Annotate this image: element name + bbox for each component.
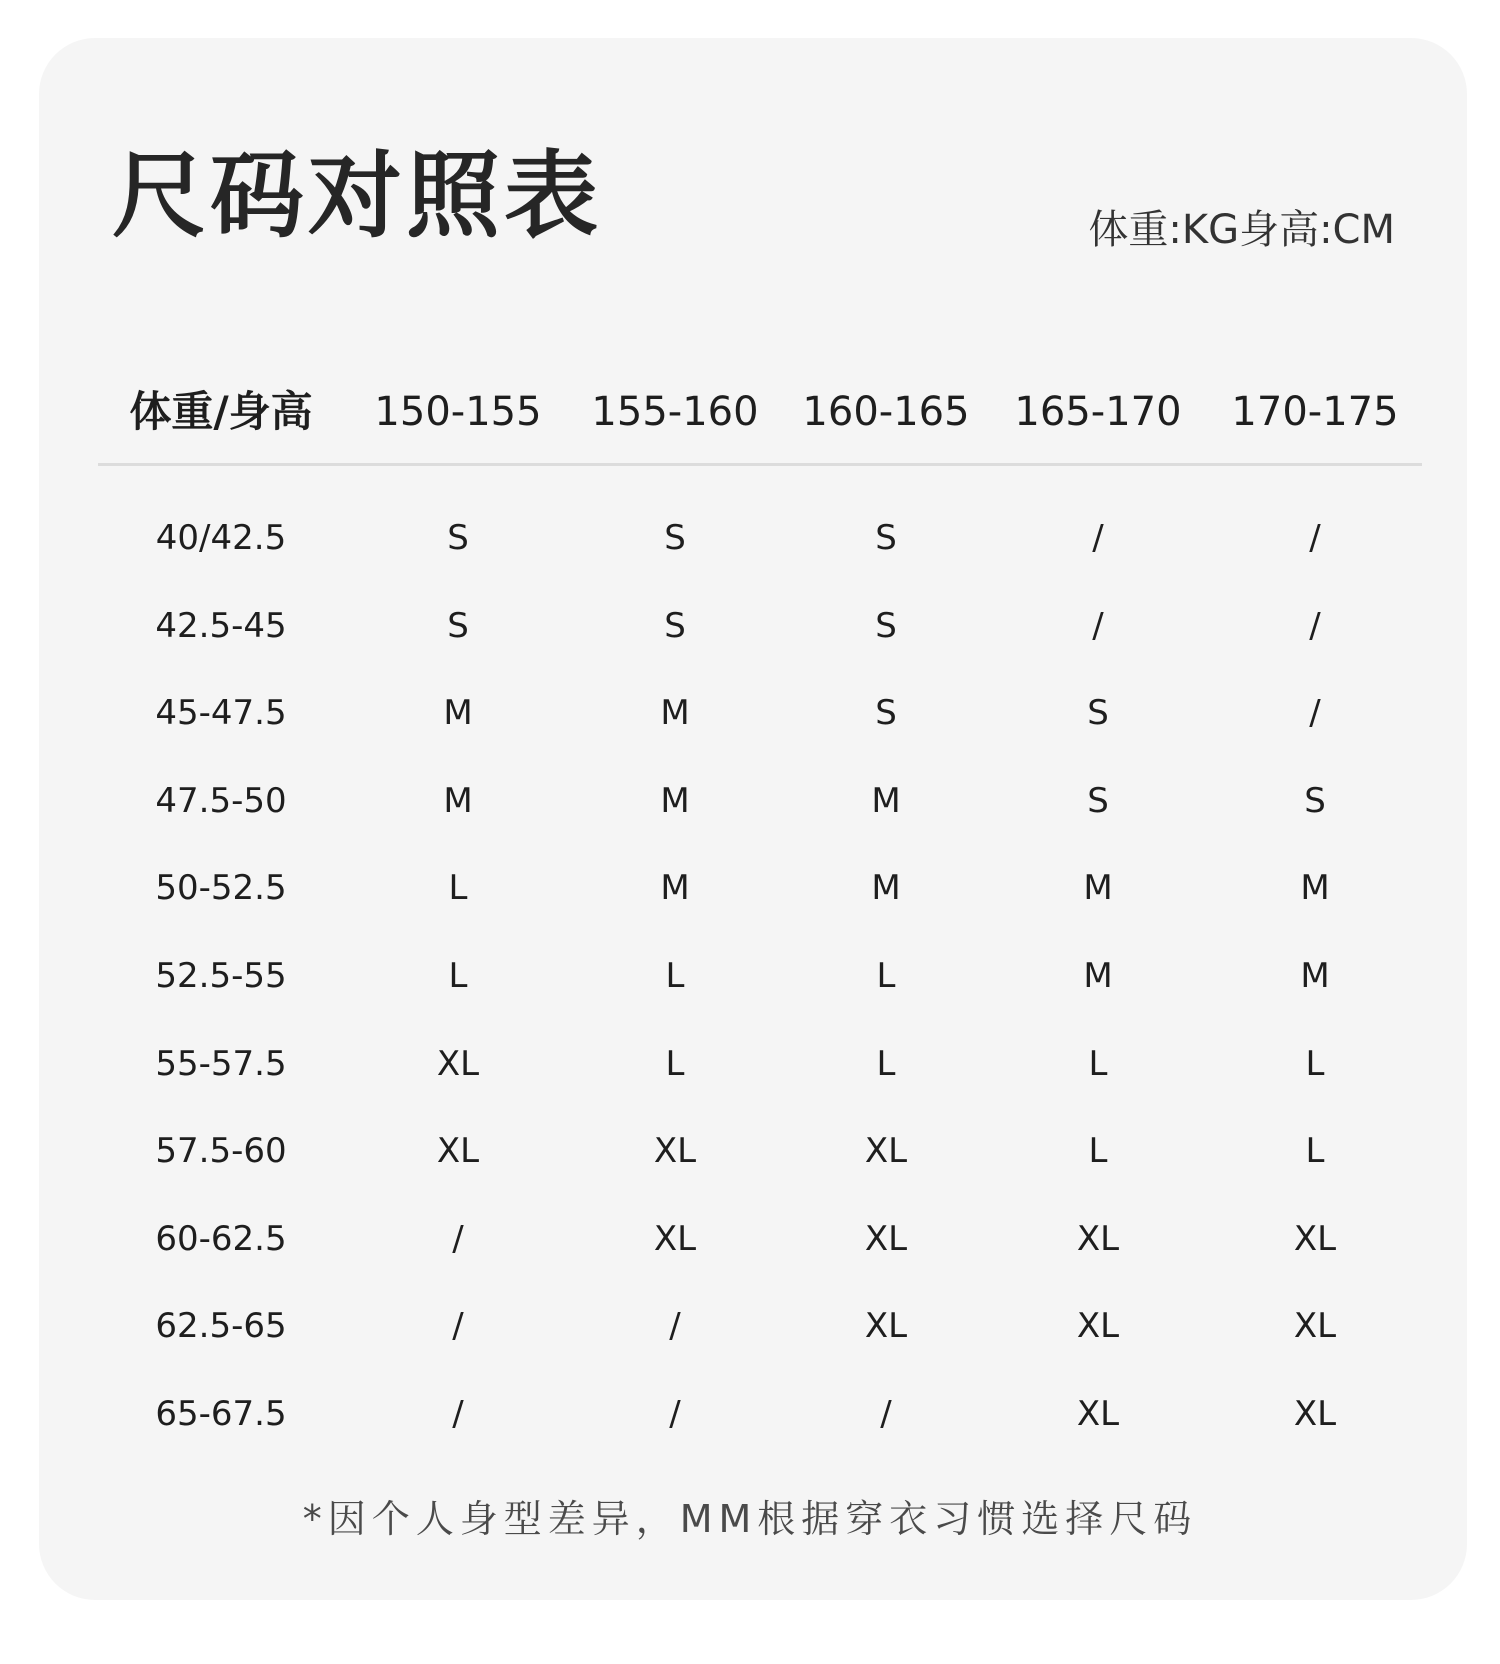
size-cell: XL: [653, 1131, 697, 1172]
table-row: [0, 598, 1500, 686]
weight-range-cell: 52.5-55: [155, 955, 287, 996]
size-cell: L: [876, 1043, 896, 1084]
table-row: [0, 1386, 1500, 1474]
size-cell: M: [871, 868, 901, 909]
size-cell: XL: [1293, 1306, 1337, 1347]
size-cell: S: [1087, 693, 1109, 734]
size-cell: XL: [436, 1131, 480, 1172]
size-cell: S: [447, 518, 469, 558]
unit-note: 体重:KG身高:CM: [1088, 207, 1395, 253]
size-cell: S: [1304, 780, 1326, 821]
header-height-1: 150-155: [374, 389, 542, 435]
size-cell: /: [880, 1393, 892, 1434]
size-cell: M: [1083, 868, 1113, 909]
size-cell: M: [660, 693, 690, 734]
size-table-body: [0, 510, 1500, 1474]
size-cell: S: [875, 693, 897, 734]
header-divider: [98, 463, 1422, 466]
table-row: [0, 1123, 1500, 1211]
size-cell: M: [660, 780, 690, 821]
table-row: [0, 1211, 1500, 1299]
size-cell: /: [1092, 518, 1104, 558]
size-cell: S: [664, 518, 686, 558]
table-row: [0, 773, 1500, 861]
size-cell: M: [443, 693, 473, 734]
size-cell: M: [1300, 955, 1330, 996]
size-cell: XL: [436, 1043, 480, 1084]
header-label-weight-height: 体重/身高: [129, 387, 313, 436]
weight-range-cell: 65-67.5: [155, 1393, 287, 1434]
size-cell: XL: [1076, 1218, 1120, 1259]
weight-range-cell: 57.5-60: [155, 1131, 287, 1172]
weight-range-cell: 50-52.5: [155, 868, 287, 909]
header-height-5: 170-175: [1231, 389, 1399, 435]
size-cell: M: [871, 780, 901, 821]
size-cell: L: [1088, 1131, 1108, 1172]
size-cell: XL: [1076, 1306, 1120, 1347]
size-cell: /: [1309, 693, 1321, 734]
table-row: [0, 948, 1500, 1036]
size-cell: M: [660, 868, 690, 909]
size-cell: L: [876, 955, 896, 996]
size-cell: L: [448, 868, 468, 909]
size-cell: XL: [1293, 1218, 1337, 1259]
size-cell: XL: [653, 1218, 697, 1259]
size-cell: M: [1083, 955, 1113, 996]
header-height-2: 155-160: [591, 389, 759, 435]
table-row: [0, 1298, 1500, 1386]
size-cell: /: [1309, 605, 1321, 646]
header-height-3: 160-165: [802, 389, 970, 435]
page-title: 尺码对照表: [112, 142, 603, 251]
size-cell: /: [669, 1306, 681, 1347]
size-cell: L: [665, 955, 685, 996]
size-cell: XL: [864, 1306, 908, 1347]
size-cell: /: [1092, 605, 1104, 646]
weight-range-cell: 45-47.5: [155, 693, 287, 734]
weight-range-cell: 55-57.5: [155, 1043, 287, 1084]
size-cell: S: [1087, 780, 1109, 821]
size-cell: S: [664, 605, 686, 646]
table-row: [0, 860, 1500, 948]
weight-range-cell: 60-62.5: [155, 1218, 287, 1259]
size-cell: L: [1305, 1131, 1325, 1172]
size-cell: /: [452, 1218, 464, 1259]
size-cell: L: [1088, 1043, 1108, 1084]
size-cell: XL: [1076, 1393, 1120, 1434]
table-header-row: [0, 382, 1500, 442]
size-cell: /: [669, 1393, 681, 1434]
size-cell: /: [452, 1393, 464, 1434]
table-row: [0, 685, 1500, 773]
header-height-4: 165-170: [1014, 389, 1182, 435]
table-row: [0, 510, 1500, 598]
size-cell: S: [875, 518, 897, 558]
weight-range-cell: 40/42.5: [155, 518, 287, 558]
size-cell: L: [448, 955, 468, 996]
table-row: [0, 1036, 1500, 1124]
size-cell: XL: [864, 1218, 908, 1259]
weight-range-cell: 62.5-65: [155, 1306, 287, 1347]
size-cell: S: [447, 605, 469, 646]
size-cell: M: [443, 780, 473, 821]
size-cell: /: [1309, 518, 1321, 558]
size-cell: XL: [864, 1131, 908, 1172]
size-cell: L: [665, 1043, 685, 1084]
size-cell: XL: [1293, 1393, 1337, 1434]
size-cell: L: [1305, 1043, 1325, 1084]
size-cell: /: [452, 1306, 464, 1347]
footnote: *因个人身型差异，MM根据穿衣习惯选择尺码: [302, 1497, 1198, 1541]
size-cell: S: [875, 605, 897, 646]
weight-range-cell: 42.5-45: [155, 605, 287, 646]
size-cell: M: [1300, 868, 1330, 909]
weight-range-cell: 47.5-50: [155, 780, 287, 821]
